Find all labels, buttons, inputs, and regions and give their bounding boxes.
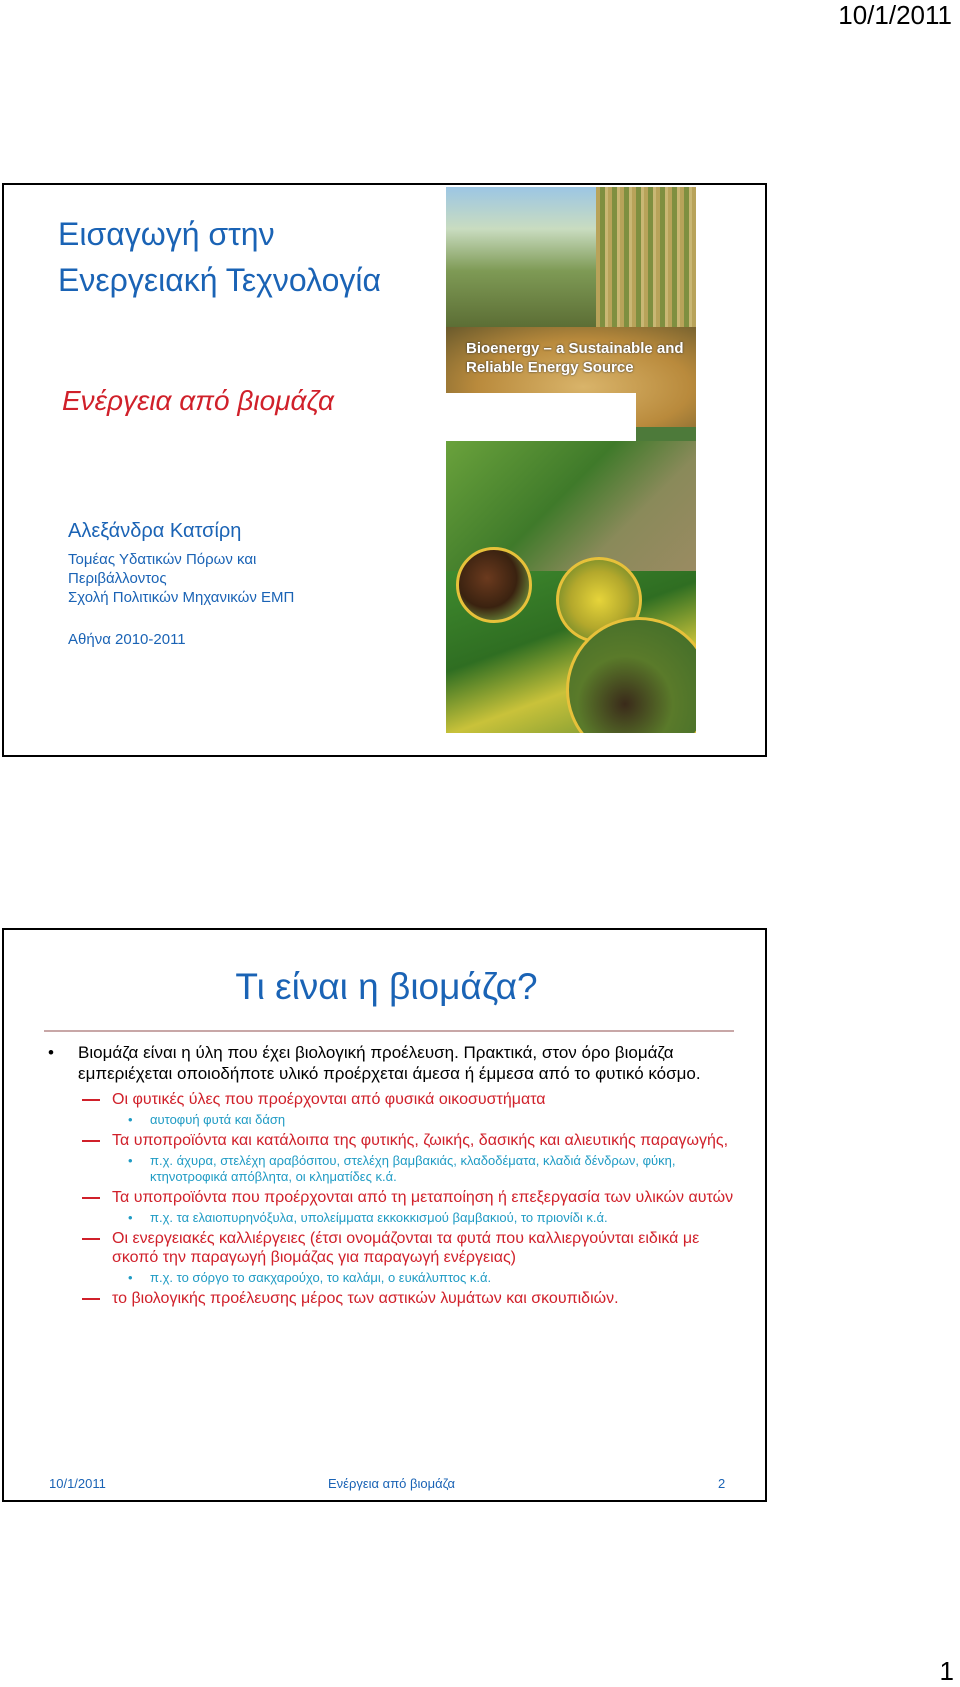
example-bullet: • π.χ. άχυρα, στελέχη αραβόσιτου, στελέχη βαμβακιάς, κλαδοδέματα, κλαδιά δένδρων, φύκη, κτηνοτροφικά απόβλητα, οι κληματίδες κ.ά.: [48, 1153, 748, 1185]
footer-slide-number: 2: [718, 1476, 726, 1491]
biomass-source-item: [48, 1090, 748, 1109]
author-affiliation: [68, 550, 318, 607]
example-bullet: • π.χ. το σόργο το σακχαρούχο, το καλάμι, ο ευκάλυπτος κ.ά.: [48, 1270, 748, 1286]
slide-2-title: Τι είναι η βιομάζα?: [235, 966, 538, 1007]
item-text: το βιολογικής προέλευσης μέρος των αστικών λυμάτων και σκουπιδιών.: [112, 1290, 619, 1307]
item-text: Τα υποπροϊόντα και κατάλοιπα της φυτικής, ζωικής, δασικής και αλιευτικής παραγωγής,: [112, 1132, 729, 1149]
page-date: 10/1/2011: [838, 0, 952, 30]
cover-white-box: [446, 393, 636, 441]
example-bullet: • αυτοφυή φυτά και δάση: [48, 1112, 748, 1128]
biomass-source-item: [48, 1188, 748, 1207]
footer-date: 10/1/2011: [49, 1476, 106, 1491]
author-name: Αλεξάνδρα Κατσίρη: [68, 520, 242, 542]
affiliation-department: Τομέας Υδατικών Πόρων και Περιβάλλοντος: [68, 551, 257, 587]
bioenergy-cover-image: [446, 187, 696, 733]
biomass-source-item: [48, 1229, 748, 1267]
example-bullet: • π.χ. τα ελαιοπυρηνόξυλα, υπολείμματα εκκοκκισμού βαμβακιού, το πριονίδι κ.ά.: [48, 1210, 748, 1226]
slide-2-body: [48, 1042, 748, 1308]
slide-2: [2, 928, 767, 1502]
item-text: Οι ενεργειακές καλλιέργειες (έτσι ονομάζονται τα φυτά που καλλιεργούνται ειδικά με σκοπό την παραγωγή βιομάζας για παραγωγή ενέργειας): [112, 1230, 700, 1266]
slide-1: [2, 183, 767, 757]
seeds-inset-photo: [456, 547, 532, 623]
intro-bullet: • Βιομάζα είναι η ύλη που έχει βιολογική προέλευση. Πρακτικά, στον όρο βιομάζα εμπεριέχεται οποιοδήποτε υλικό προέρχεται άμεσα ή έμμεσα από το φυτικό κόσμο.: [48, 1042, 748, 1084]
biomass-source-item: [48, 1131, 748, 1150]
affiliation-school: Σχολή Πολιτικών Μηχανικών ΕΜΠ: [68, 589, 295, 606]
cover-caption: Bioenergy – a Sustainable and Reliable Energy Source: [466, 340, 684, 376]
footer-title: Ενέργεια από βιομάζα: [328, 1476, 455, 1491]
item-text: Οι φυτικές ύλες που προέρχονται από φυσικά οικοσυστήματα: [112, 1091, 546, 1108]
slide-1-title: Εισαγωγή στην Ενεργειακή Τεχνολογία: [58, 216, 381, 298]
biomass-source-item: [48, 1289, 748, 1308]
item-text: Τα υποπροϊόντα που προέρχονται από τη μεταποίηση ή επεξεργασία των υλικών αυτών: [112, 1189, 734, 1206]
sugarcane-photo: [596, 187, 696, 327]
place-year: Αθήνα 2010-2011: [68, 631, 186, 648]
title-divider: [44, 1030, 734, 1032]
page-number: 1: [939, 1656, 954, 1686]
slide-1-subtitle: Ενέργεια από βιομάζα: [62, 385, 335, 416]
